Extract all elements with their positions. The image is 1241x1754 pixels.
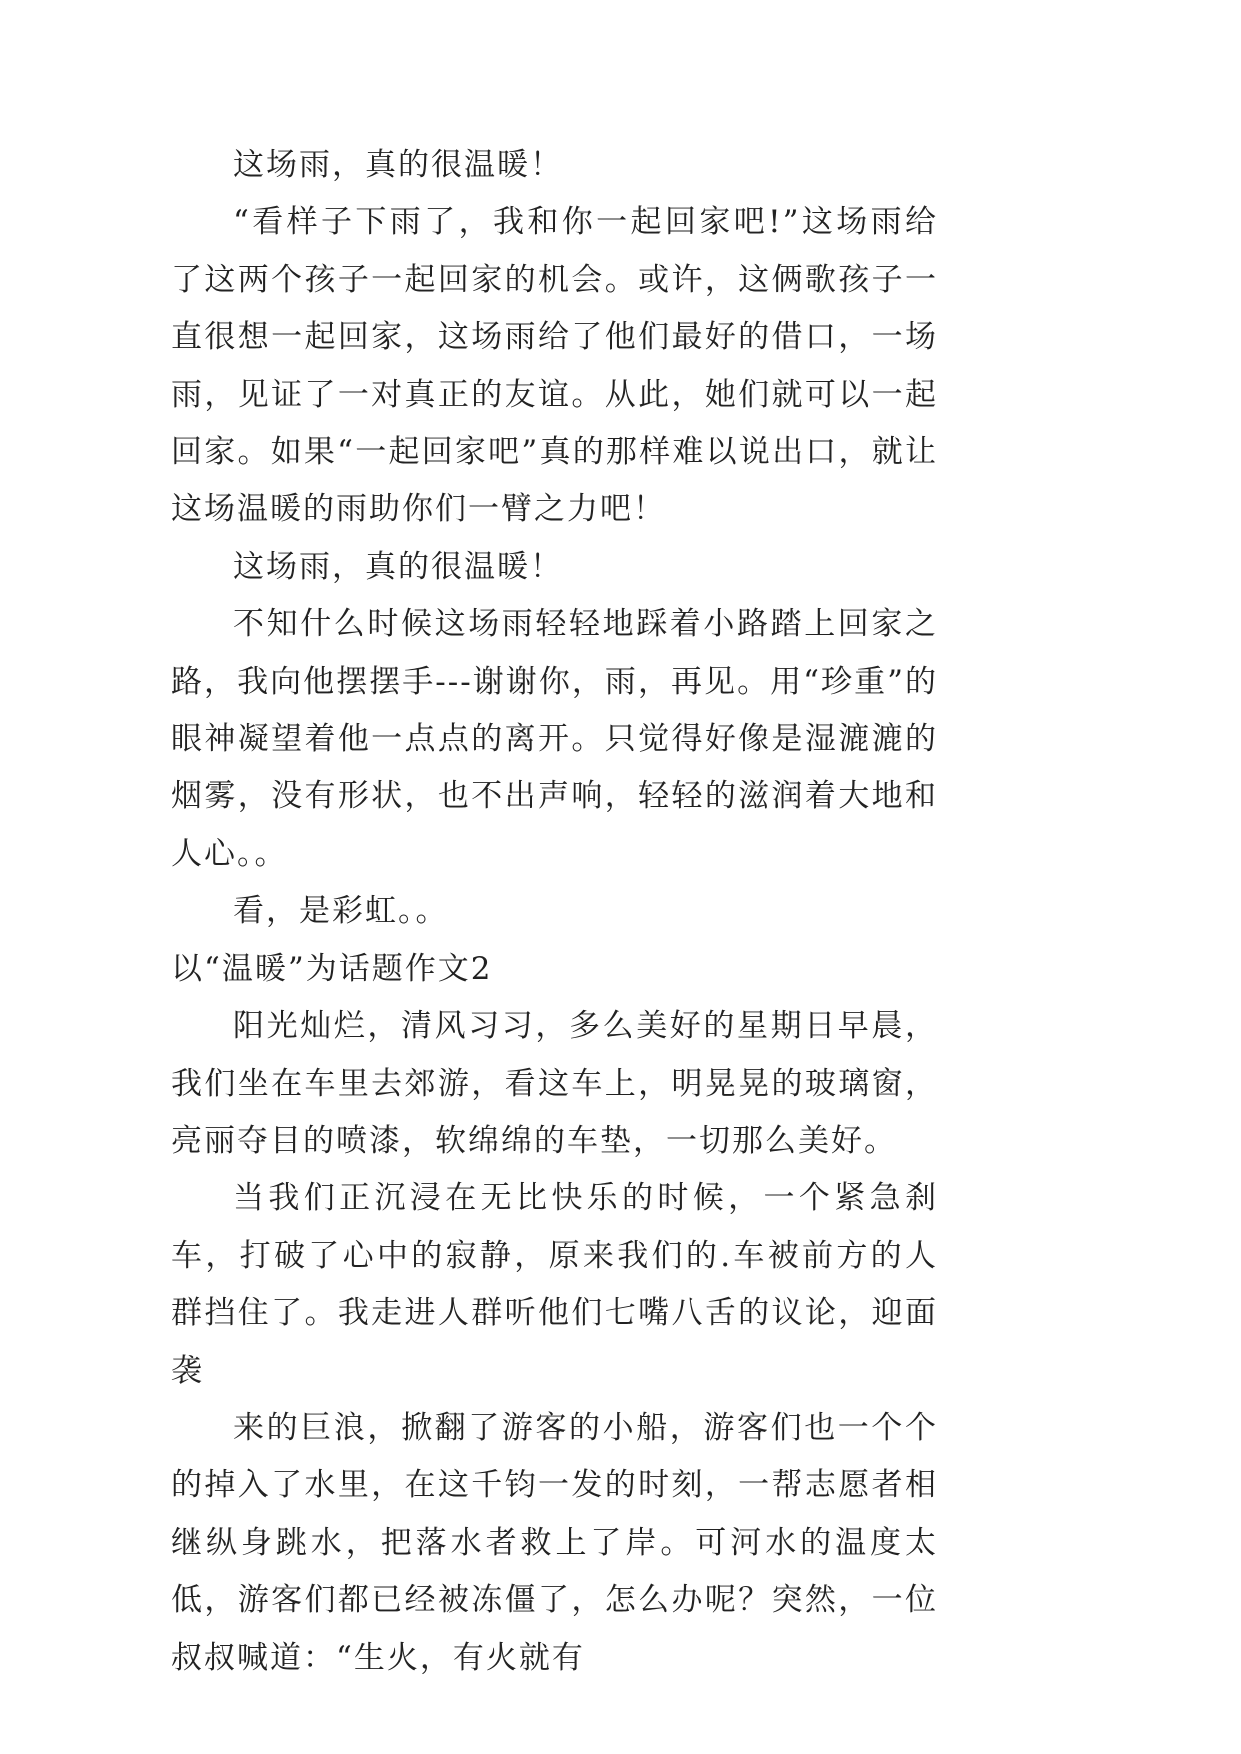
document-body xyxy=(171,137,938,1687)
paragraph: 来的巨浪，掀翻了游客的小船，游客们也一个个的掉入了水里，在这千钧一发的时刻，一帮志愿者相继纵身跳水，把落水者救上了岸。可河水的温度太低，游客们都已经被冻僵了，怎么办呢？突然，一位叔叔喊道：“生火，有火就有 xyxy=(171,1409,938,1676)
paragraph: 当我们正沉浸在无比快乐的时候，一个紧急刹车，打破了心中的寂静，原来我们的.车被前方的人群挡住了。我走进人群听他们七嘴八舌的议论，迎面袭 xyxy=(171,1180,938,1389)
paragraph: “看样子下雨了，我和你一起回家吧!”这场雨给了这两个孩子一起回家的机会。或许，这俩歌孩子一直很想一起回家，这场雨给了他们最好的借口，一场雨，见证了一对真正的友谊。从此，她们就可以一起回家。如果“一起回家吧”真的那样难以说出口，就让这场温暖的雨助你们一臂之力吧！ xyxy=(171,204,938,528)
paragraph: 阳光灿烂，清风习习，多么美好的星期日早晨，我们坐在车里去郊游，看这车上，明晃晃的玻璃窗，亮丽夺目的喷漆，软绵绵的车垫，一切那么美好。 xyxy=(171,1008,938,1159)
paragraph: 这场雨，真的很温暖！ xyxy=(233,147,563,183)
paragraph: 看，是彩虹。。 xyxy=(233,893,449,930)
paragraph: 这场雨，真的很温暖！ xyxy=(233,548,563,585)
paragraph: 不知什么时候这场雨轻轻地踩着小路踏上回家之路，我向他摆摆手---谢谢你，雨，再见。用“珍重”的眼神凝望着他一点点的离开。只觉得好像是湿漉漉的烟雾，没有形状，也不出声响，轻轻的滋润着大地和人心。。 xyxy=(171,606,938,872)
section-heading: 以“温暖”为话题作文2 xyxy=(171,950,493,987)
